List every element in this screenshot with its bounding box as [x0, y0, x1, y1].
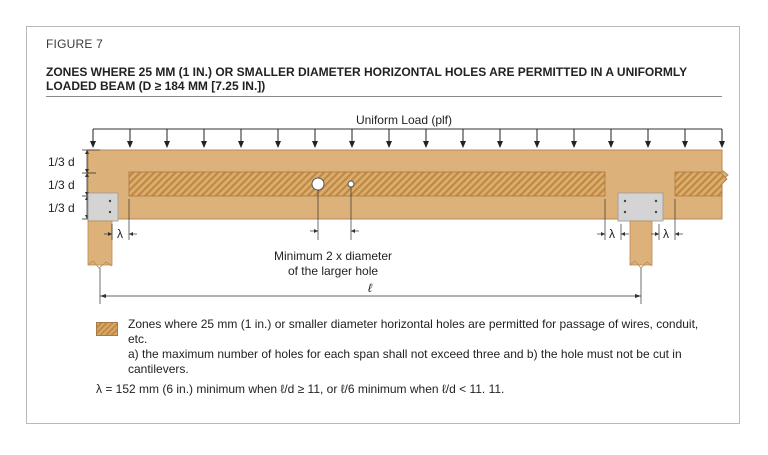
- figure-title: ZONES WHERE 25 MM (1 IN.) OR SMALLER DIAMETER HORIZONTAL HOLES ARE PERMITTED IN A UNIFORMLY LOADED BEAM (D ≥ 184 MM [7.25 IN.]): [46, 65, 687, 93]
- load-arrowhead: [534, 141, 540, 148]
- large-hole: [312, 178, 324, 190]
- load-arrowhead: [201, 141, 207, 148]
- lambda-label-right-b: λ: [663, 227, 669, 241]
- load-arrows: [90, 129, 725, 148]
- depth-label-top: 1/3 d: [48, 155, 75, 169]
- small-hole: [348, 181, 354, 187]
- load-arrowhead: [682, 141, 688, 148]
- load-arrowhead: [423, 141, 429, 148]
- depth-label-bottom: 1/3 d: [48, 201, 75, 215]
- load-arrowhead: [645, 141, 651, 148]
- load-arrowhead: [719, 141, 725, 148]
- load-arrowhead: [275, 141, 281, 148]
- depth-label-middle: 1/3 d: [48, 178, 75, 192]
- span-label: ℓ: [368, 281, 372, 295]
- bearing-plate-right: [618, 193, 663, 221]
- load-arrowhead: [460, 141, 466, 148]
- load-arrowhead: [608, 141, 614, 148]
- hole-spacing-label-line2: of the larger hole: [287, 264, 379, 278]
- legend-hatch-swatch: [96, 322, 118, 336]
- load-arrowhead: [238, 141, 244, 148]
- legend-note-text: a) the maximum number of holes for each span shall not exceed three and b) the hole must not be cut in cantilevers.: [128, 347, 682, 376]
- load-arrowhead: [386, 141, 392, 148]
- load-arrowhead: [497, 141, 503, 148]
- load-arrowhead: [312, 141, 318, 148]
- hole-zone-right: [675, 172, 727, 196]
- load-arrowhead: [571, 141, 577, 148]
- load-arrowhead: [349, 141, 355, 148]
- legend-zone-text: Zones where 25 mm (1 in.) or smaller diameter horizontal holes are permitted for passage of wires, conduit, etc.: [128, 317, 699, 346]
- post-right: [630, 221, 652, 265]
- bearing-plate-left: [88, 193, 118, 221]
- post-left: [88, 221, 112, 265]
- load-arrowhead: [90, 141, 96, 148]
- lambda-definition: λ = 152 mm (6 in.) minimum when ℓ/d ≥ 11, or ℓ/6 minimum when ℓ/d < 11. 11.: [96, 382, 505, 396]
- hole-spacing-label-line1: Minimum 2 x diameter: [273, 249, 393, 263]
- figure-label: FIGURE 7: [46, 37, 103, 51]
- hole-zone-main: [129, 172, 605, 196]
- load-arrowhead: [164, 141, 170, 148]
- load-arrowhead: [127, 141, 133, 148]
- uniform-load-label: Uniform Load (plf): [355, 113, 453, 127]
- lambda-label-right-a: λ: [609, 227, 615, 241]
- lambda-label-left: λ: [117, 227, 123, 241]
